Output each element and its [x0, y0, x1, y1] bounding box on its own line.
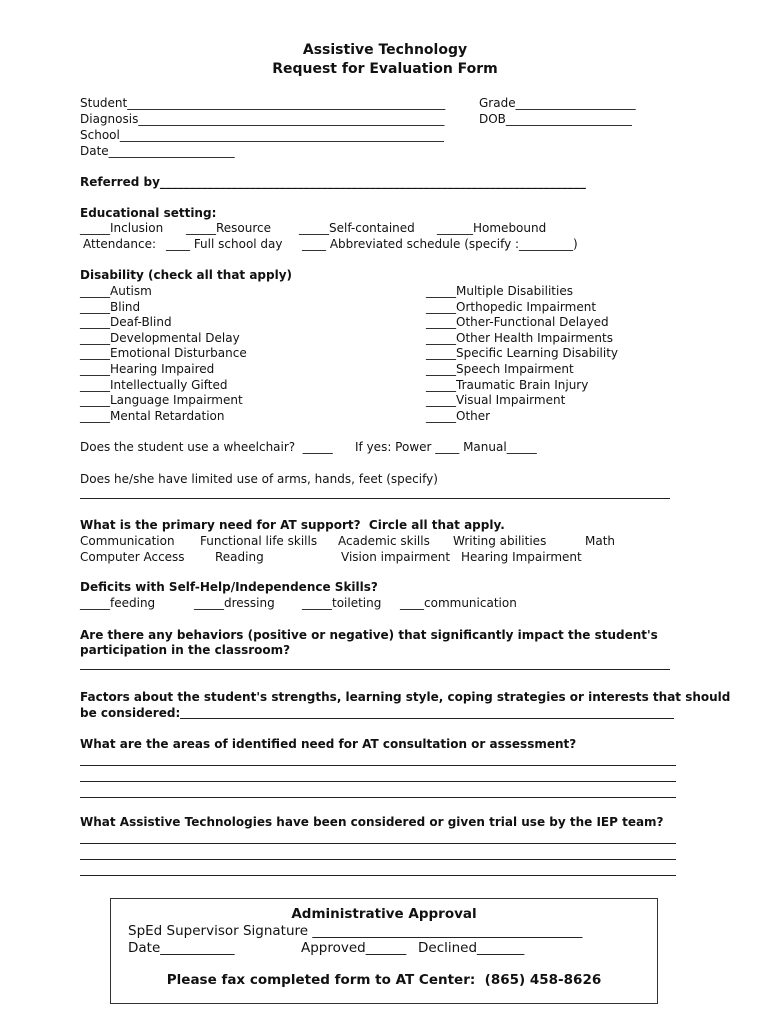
disability-left-item[interactable]: _____Intellectually Gifted — [80, 377, 228, 392]
factors-answer-line[interactable] — [180, 718, 674, 719]
need-functional-life-skills[interactable]: Functional life skills — [200, 534, 318, 548]
disability-right-item[interactable]: _____Other — [426, 408, 491, 423]
referred-by-field[interactable]: Referred by_______________________________________________________________________ — [80, 175, 586, 189]
need-communication[interactable]: Communication — [80, 534, 175, 548]
approval-date-field[interactable]: Date___________ — [128, 940, 235, 956]
form-subtitle: Request for Evaluation Form — [272, 61, 498, 77]
declined-field[interactable]: Declined_______ — [418, 940, 525, 956]
setting-inclusion[interactable]: _____Inclusion — [80, 221, 164, 235]
setting-resource[interactable]: _____Resource — [186, 221, 272, 235]
disability-right-item[interactable]: _____Other Health Impairments — [426, 330, 613, 345]
educational-setting-heading: Educational setting: — [80, 206, 217, 220]
considered-line[interactable] — [80, 843, 676, 844]
deficit-dressing[interactable]: _____dressing — [194, 596, 275, 610]
attendance-abbreviated[interactable]: ____ Abbreviated schedule (specify :_________) — [302, 237, 578, 251]
disability-left-item[interactable]: _____Language Impairment — [80, 393, 243, 408]
dob-field[interactable]: DOB_____________________ — [479, 112, 632, 126]
deficit-feeding[interactable]: _____feeding — [80, 596, 156, 610]
areas-need-heading: What are the areas of identified need for AT consultation or assessment? — [80, 737, 577, 751]
need-academic-skills[interactable]: Academic skills — [338, 534, 430, 548]
deficits-heading: Deficits with Self-Help/Independence Skills? — [80, 580, 378, 594]
primary-need-heading: What is the primary need for AT support? Circle all that apply. — [80, 518, 505, 532]
school-field[interactable]: School______________________________________________________ — [80, 128, 444, 142]
disability-left-item[interactable]: _____Hearing Impaired — [80, 362, 215, 376]
disability-heading: Disability (check all that apply) — [80, 268, 293, 282]
attendance-label: Attendance: — [83, 237, 156, 251]
considered-line[interactable] — [80, 859, 676, 860]
attendance-full-day[interactable]: ____ Full school day — [166, 237, 283, 251]
disability-left-item[interactable]: _____Blind — [80, 299, 141, 314]
setting-self-contained[interactable]: _____Self-contained — [299, 221, 415, 235]
need-hearing-impairment[interactable]: Hearing Impairment — [461, 550, 582, 564]
factors-question-line2: be considered: — [80, 706, 181, 720]
approval-heading: Administrative Approval — [291, 906, 477, 922]
diagnosis-field[interactable]: Diagnosis___________________________________________________ — [80, 112, 445, 126]
disability-left-item[interactable]: _____Autism — [80, 284, 152, 298]
disability-left-item[interactable]: _____Deaf-Blind — [80, 315, 172, 330]
disability-right-item[interactable]: _____Orthopedic Impairment — [426, 299, 597, 314]
factors-question-line1: Factors about the student's strengths, learning style, coping strategies or interests that should — [80, 690, 731, 704]
approval-box — [110, 898, 658, 1004]
disability-left-item[interactable]: _____Emotional Disturbance — [80, 346, 247, 361]
disability-right-item[interactable]: _____Multiple Disabilities — [426, 284, 573, 298]
need-math[interactable]: Math — [585, 534, 616, 548]
need-computer-access[interactable]: Computer Access — [80, 550, 185, 564]
areas-need-line[interactable] — [80, 797, 676, 798]
need-reading[interactable]: Reading — [215, 550, 264, 564]
form-title: Assistive Technology — [302, 42, 468, 58]
deficit-toileting[interactable]: _____toileting — [302, 596, 382, 610]
behaviors-question-line2: participation in the classroom? — [80, 643, 291, 657]
need-vision-impairment[interactable]: Vision impairment — [341, 550, 451, 564]
disability-left-item[interactable]: _____Mental Retardation — [80, 408, 225, 423]
disability-right-item[interactable]: _____Other-Functional Delayed — [426, 315, 609, 330]
considered-line[interactable] — [80, 875, 676, 876]
wheelchair-question[interactable]: Does the student use a wheelchair? _____ — [80, 440, 333, 454]
student-field[interactable]: Student_____________________________________________________ — [80, 96, 446, 110]
disability-right-item[interactable]: _____Specific Learning Disability — [426, 346, 619, 361]
fax-instructions: Please fax completed form to AT Center: (865) 458-8626 — [166, 972, 602, 988]
areas-need-line[interactable] — [80, 765, 676, 766]
wheelchair-power-manual[interactable]: If yes: Power ____ Manual_____ — [355, 440, 537, 454]
deficit-communication[interactable]: ____communication — [400, 596, 517, 610]
disability-right-item[interactable]: _____Visual Impairment — [426, 393, 566, 408]
grade-field[interactable]: Grade____________________ — [479, 96, 636, 110]
approved-field[interactable]: Approved______ — [301, 940, 407, 956]
behaviors-question-line1: Are there any behaviors (positive or negative) that significantly impact the student's — [80, 628, 658, 642]
limited-use-question: Does he/she have limited use of arms, hands, feet (specify) — [80, 472, 438, 486]
areas-need-line[interactable] — [80, 781, 676, 782]
setting-homebound[interactable]: ______Homebound — [437, 221, 547, 235]
disability-right-item[interactable]: _____Speech Impairment — [426, 362, 574, 376]
limited-use-answer-line[interactable] — [80, 498, 670, 499]
need-writing-abilities[interactable]: Writing abilities — [453, 534, 547, 548]
behaviors-answer-line[interactable] — [80, 669, 670, 670]
disability-left-item[interactable]: _____Developmental Delay — [80, 330, 240, 345]
disability-right-item[interactable]: _____Traumatic Brain Injury — [426, 377, 589, 392]
date-field[interactable]: Date_____________________ — [80, 144, 235, 158]
considered-heading: What Assistive Technologies have been considered or given trial use by the IEP team? — [80, 815, 664, 829]
supervisor-signature-field[interactable]: SpEd Supervisor Signature ________________________________________ — [128, 923, 583, 939]
